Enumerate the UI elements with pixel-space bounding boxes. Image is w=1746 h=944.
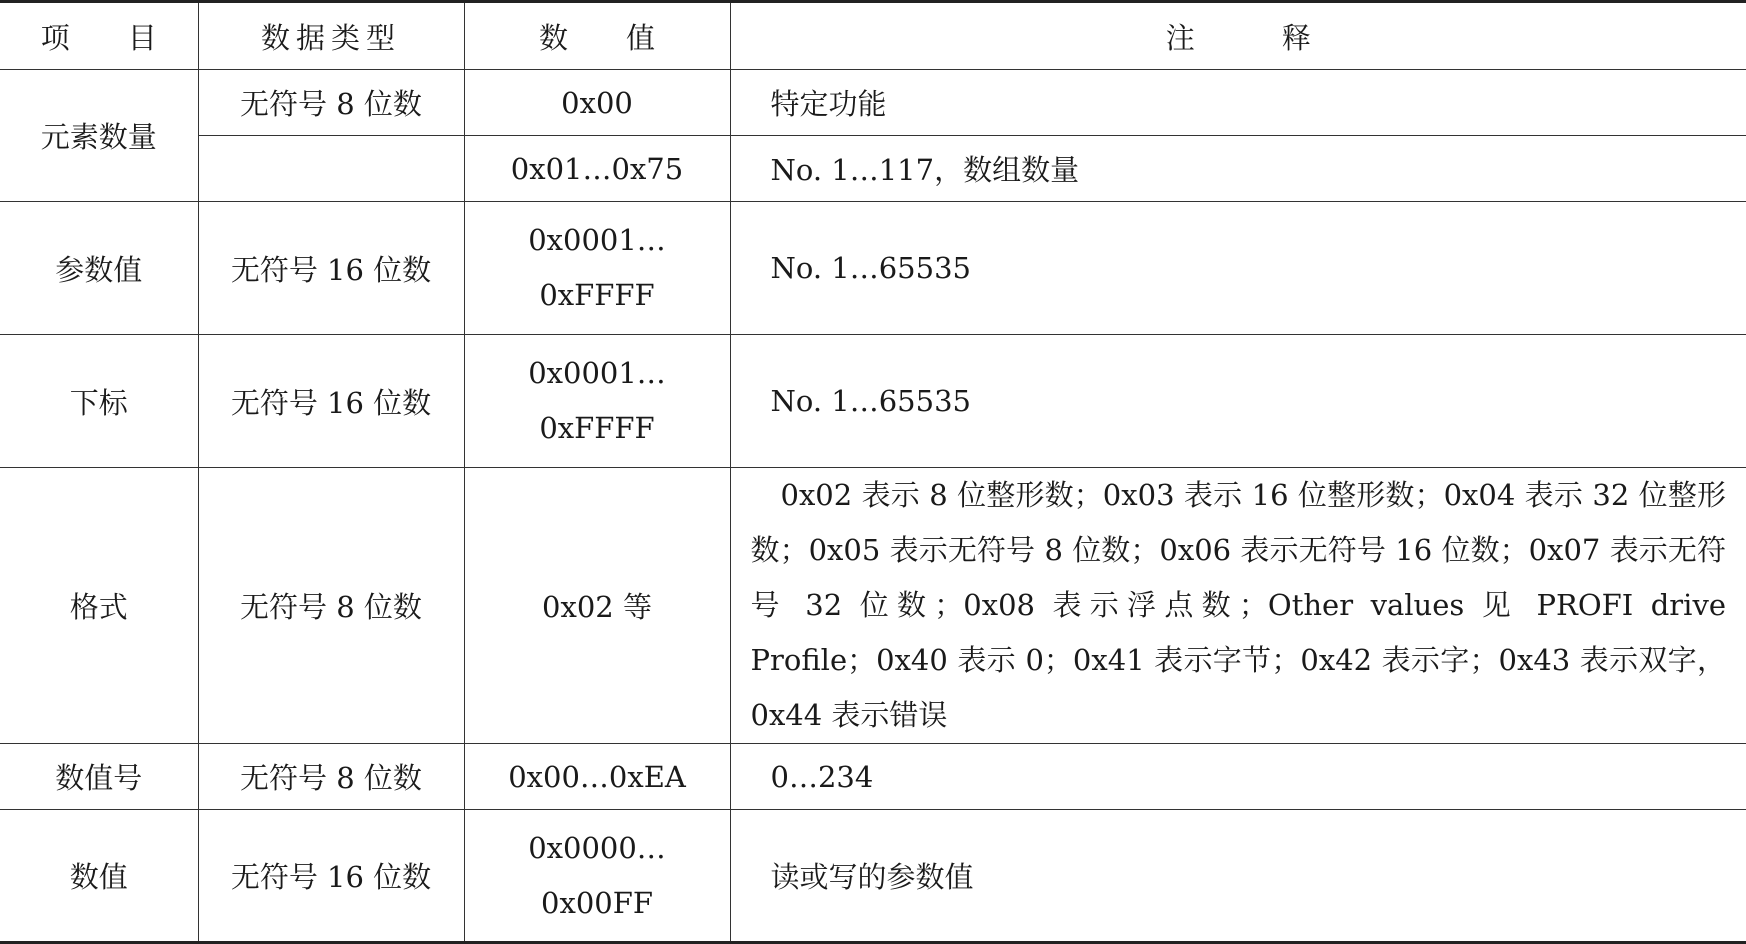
cell-type: 无符号 8 位数 bbox=[198, 468, 464, 744]
cell-type bbox=[198, 136, 464, 202]
cell-value bbox=[464, 810, 730, 943]
cell-type: 无符号 16 位数 bbox=[198, 810, 464, 943]
value-line-2: 0x00FF bbox=[541, 885, 653, 920]
table-row bbox=[0, 468, 1746, 744]
cell-item: 格式 bbox=[0, 468, 198, 744]
value-line-1: 0x0001… bbox=[528, 223, 666, 257]
value-line-2: 0xFFFF bbox=[539, 278, 655, 312]
table-row bbox=[0, 202, 1746, 335]
note-text: 0x02 表示 8 位整形数；0x03 表示 16 位整形数；0x04 表示 32 位整形数；0x05 表示无符号 8 位数；0x06 表示无符号 16 位数；0x07 表示无符号 32 位数；0x08 表示浮点数；Other values 见 PROFI drive Profile；0x40 表示 0；0x41 表示字节；0x42 表示字；0x43 表示双字，0x44 表示错误 bbox=[750, 478, 1726, 732]
cell-value: 0x00 bbox=[464, 70, 730, 136]
cell-note: No. 1…117，数组数量 bbox=[730, 136, 1746, 202]
table-row bbox=[0, 136, 1746, 202]
cell-type: 无符号 16 位数 bbox=[198, 202, 464, 335]
cell-item: 下标 bbox=[0, 335, 198, 468]
cell-type: 无符号 8 位数 bbox=[198, 744, 464, 810]
cell-note: No. 1…65535 bbox=[730, 202, 1746, 335]
cell-item: 数值 bbox=[0, 810, 198, 943]
table-row bbox=[0, 70, 1746, 136]
header-row bbox=[0, 2, 1746, 70]
table-row bbox=[0, 810, 1746, 943]
cell-item: 数值号 bbox=[0, 744, 198, 810]
table-row bbox=[0, 744, 1746, 810]
cell-note: 0…234 bbox=[730, 744, 1746, 810]
cell-value: 0x00…0xEA bbox=[464, 744, 730, 810]
value-line-1: 0x0000… bbox=[528, 830, 666, 865]
cell-item: 元素数量 bbox=[0, 70, 198, 202]
value-line-2: 0xFFFF bbox=[539, 411, 655, 445]
header-note: 注 释 bbox=[730, 2, 1746, 70]
header-type: 数据类型 bbox=[198, 2, 464, 70]
cell-note: No. 1…65535 bbox=[730, 335, 1746, 468]
value-line-1: 0x0001… bbox=[528, 356, 666, 390]
cell-note-long bbox=[730, 468, 1746, 744]
cell-value: 0x02 等 bbox=[464, 468, 730, 744]
cell-type: 无符号 8 位数 bbox=[198, 70, 464, 136]
cell-type: 无符号 16 位数 bbox=[198, 335, 464, 468]
cell-value: 0x01…0x75 bbox=[464, 136, 730, 202]
header-value: 数 值 bbox=[464, 2, 730, 70]
cell-note: 读或写的参数值 bbox=[730, 810, 1746, 943]
cell-item: 参数值 bbox=[0, 202, 198, 335]
cell-value bbox=[464, 335, 730, 468]
cell-note: 特定功能 bbox=[730, 70, 1746, 136]
cell-value bbox=[464, 202, 730, 335]
table-row bbox=[0, 335, 1746, 468]
header-item: 项 目 bbox=[0, 2, 198, 70]
